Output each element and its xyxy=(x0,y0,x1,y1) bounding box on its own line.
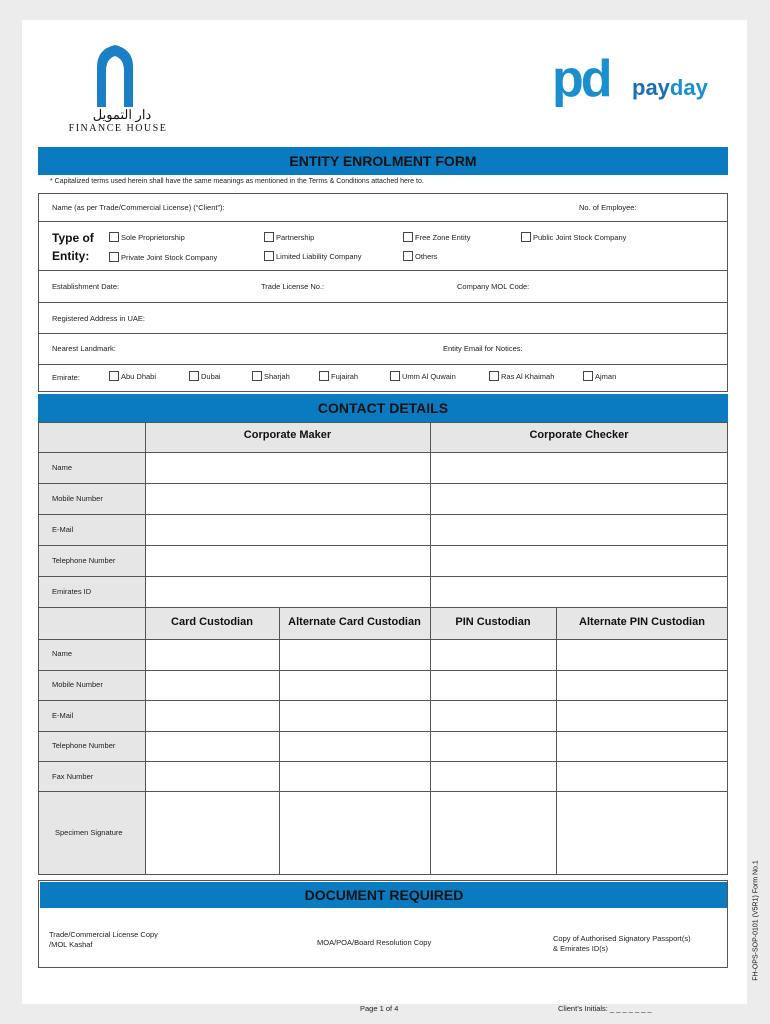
form-page xyxy=(22,20,747,1004)
doc-passport: Copy of Authorised Signatory Passport(s) & Emirates ID(s) xyxy=(553,934,691,953)
payday-logo xyxy=(552,50,727,115)
entity-info-box xyxy=(38,193,728,392)
checkbox-others[interactable]: Others xyxy=(403,251,438,261)
mol-code-label: Company MOL Code: xyxy=(457,282,530,291)
checkbox-public-joint-stock[interactable]: Public Joint Stock Company xyxy=(521,232,626,242)
row-label-mobile: Mobile Number xyxy=(52,494,103,503)
checkbox-box[interactable] xyxy=(252,371,262,381)
checkbox-private-joint-stock[interactable]: Private Joint Stock Company xyxy=(109,252,217,262)
checkbox-box[interactable] xyxy=(109,252,119,262)
checkbox-umm-al-quwain[interactable]: Umm Al Quwain xyxy=(390,371,456,381)
type-of-label: Type of xyxy=(52,231,94,245)
client-initials: Client’s Initials: _ _ _ _ _ _ _ xyxy=(558,1004,652,1013)
arch-logo-icon xyxy=(95,45,135,107)
page-number: Page 1 of 4 xyxy=(360,1004,399,1013)
row2-label-email: E-Mail xyxy=(52,711,74,720)
checkbox-free-zone[interactable]: Free Zone Entity xyxy=(403,232,470,242)
contact-table-2 xyxy=(38,607,728,875)
checkbox-box[interactable] xyxy=(109,371,119,381)
checkbox-box[interactable] xyxy=(319,371,329,381)
checkbox-sole-proprietorship[interactable]: Sole Proprietorship xyxy=(109,232,185,242)
entity-label: Entity: xyxy=(52,249,90,263)
row2-label-telephone: Telephone Number xyxy=(52,741,116,750)
contact-title: CONTACT DETAILS xyxy=(317,400,449,416)
alt-card-custodian-header: Alternate Card Custodian xyxy=(288,616,421,628)
logo-english-text: FINANCE HOUSE xyxy=(68,123,168,134)
address-label: Registered Address in UAE: xyxy=(52,314,145,323)
checkbox-sharjah[interactable]: Sharjah xyxy=(252,371,290,381)
form-title-bar xyxy=(38,147,728,175)
emirate-label: Emirate: xyxy=(52,373,80,382)
checkbox-box[interactable] xyxy=(264,251,274,261)
doc-moa: MOA/POA/Board Resolution Copy xyxy=(317,938,432,947)
row-label-telephone: Telephone Number xyxy=(52,556,116,565)
checkbox-ras-al-khaimah[interactable]: Ras Al Khaimah xyxy=(489,371,554,381)
landmark-label: Nearest Landmark: xyxy=(52,344,116,353)
contact-title-bar xyxy=(38,394,728,422)
trade-license-label: Trade License No.: xyxy=(261,282,325,291)
checkbox-box[interactable] xyxy=(109,232,119,242)
documents-box xyxy=(38,880,728,968)
pin-custodian-header: PIN Custodian xyxy=(455,616,531,628)
alt-pin-custodian-header: Alternate PIN Custodian xyxy=(579,616,705,628)
checkbox-ajman[interactable]: Ajman xyxy=(583,371,616,381)
row-label-email: E-Mail xyxy=(52,525,74,534)
corporate-maker-header: Corporate Maker xyxy=(243,429,332,441)
row2-label-signature: Specimen Signature xyxy=(55,828,123,837)
checkbox-box[interactable] xyxy=(521,232,531,242)
row-label-name: Name xyxy=(52,463,73,472)
documents-title: DOCUMENT REQUIRED xyxy=(304,887,464,903)
checkbox-dubai[interactable]: Dubai xyxy=(189,371,221,381)
contact-table-1 xyxy=(38,422,728,608)
row2-label-fax: Fax Number xyxy=(52,772,94,781)
checkbox-box[interactable] xyxy=(390,371,400,381)
checkbox-partnership[interactable]: Partnership xyxy=(264,232,314,242)
checkbox-box[interactable] xyxy=(583,371,593,381)
corporate-checker-header: Corporate Checker xyxy=(529,429,629,441)
checkbox-box[interactable] xyxy=(189,371,199,381)
logo-arabic-text: دار التمويل xyxy=(92,107,152,122)
row-label-emirates-id: Emirates ID xyxy=(52,587,92,596)
doc-trade-license: Trade/Commercial License Copy /MOL Kashaf xyxy=(49,930,158,949)
terms-note: * Capitalized terms used herein shall have the same meanings as mentioned in the Terms & Conditions attached here to. xyxy=(50,178,424,185)
checkbox-box[interactable] xyxy=(489,371,499,381)
checkbox-llc[interactable]: Limited Liability Company xyxy=(264,251,361,261)
card-custodian-header: Card Custodian xyxy=(171,616,253,628)
checkbox-box[interactable] xyxy=(403,251,413,261)
row2-label-mobile: Mobile Number xyxy=(52,680,103,689)
pd-mark: pd xyxy=(552,50,610,108)
entity-email-label: Entity Email for Notices: xyxy=(443,344,523,353)
establishment-date-label: Establishment Date: xyxy=(52,282,120,291)
payday-word: payday xyxy=(632,75,708,100)
employees-label: No. of Employee: xyxy=(579,203,637,212)
checkbox-fujairah[interactable]: Fujairah xyxy=(319,371,358,381)
checkbox-box[interactable] xyxy=(403,232,413,242)
finance-house-logo xyxy=(62,45,172,135)
form-title: ENTITY ENROLMENT FORM xyxy=(289,153,477,169)
checkbox-box[interactable] xyxy=(264,232,274,242)
checkbox-abu-dhabi[interactable]: Abu Dhabi xyxy=(109,371,156,381)
side-form-code: FH-OPS-SOP-0101 (V5R1) Form No.1 xyxy=(752,860,760,981)
row2-label-name: Name xyxy=(52,649,73,658)
client-name-label: Name (as per Trade/Commercial License) (“Client”): xyxy=(52,203,225,212)
